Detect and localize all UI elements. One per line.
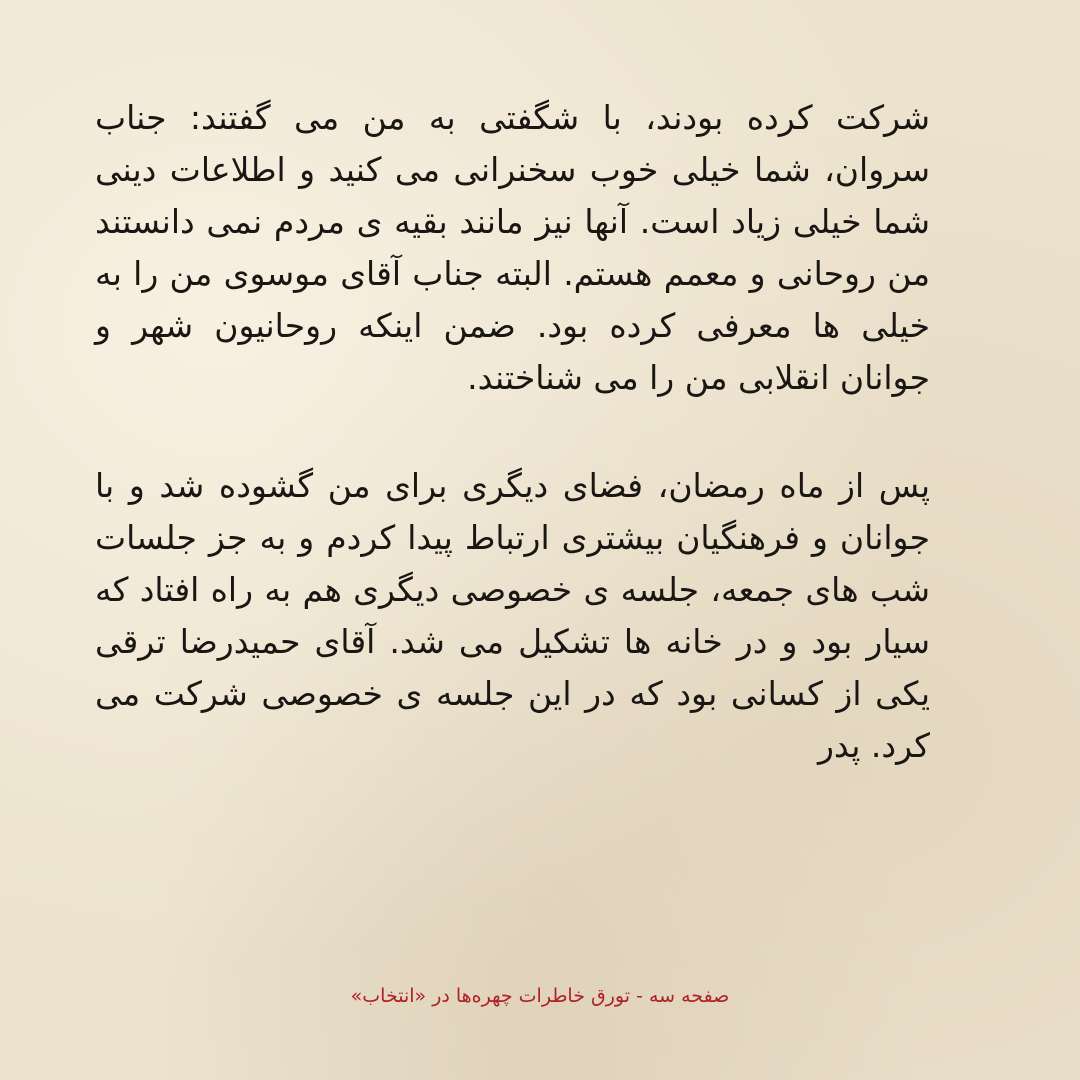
paragraph-1: شرکت کرده بودند، با شگفتی به من می گفتند: جناب سروان، شما خیلی خوب سخنرانی می کنید و اطلاعات دینی شما خیلی زیاد است. آنها نیز مانند بقیه ی مردم نمی دانستند من روحانی و معمم هستم. البته جناب آقای موسوی من را به خیلی ها معرفی کرده بود. ضمن اینکه روحانیون شهر و جوانان انقلابی من را می شناختند. bbox=[95, 98, 930, 397]
document-body bbox=[95, 92, 930, 772]
paragraph-2: پس از ماه رمضان، فضای دیگری برای من گشوده شد و با جوانان و فرهنگیان بیشتری ارتباط پیدا کردم و به جز جلسات شب های جمعه، جلسه ی خصوصی دیگری هم به راه افتاد که سیار بود و در خانه ها تشکیل می شد. آقای حمیدرضا ترقی یکی از کسانی بود که در این جلسه ی خصوصی شرکت می کرد. پدر bbox=[95, 466, 930, 765]
page-footer-caption: صفحه سه - تورق خاطرات چهره‌ها در «انتخاب» bbox=[350, 985, 730, 1007]
